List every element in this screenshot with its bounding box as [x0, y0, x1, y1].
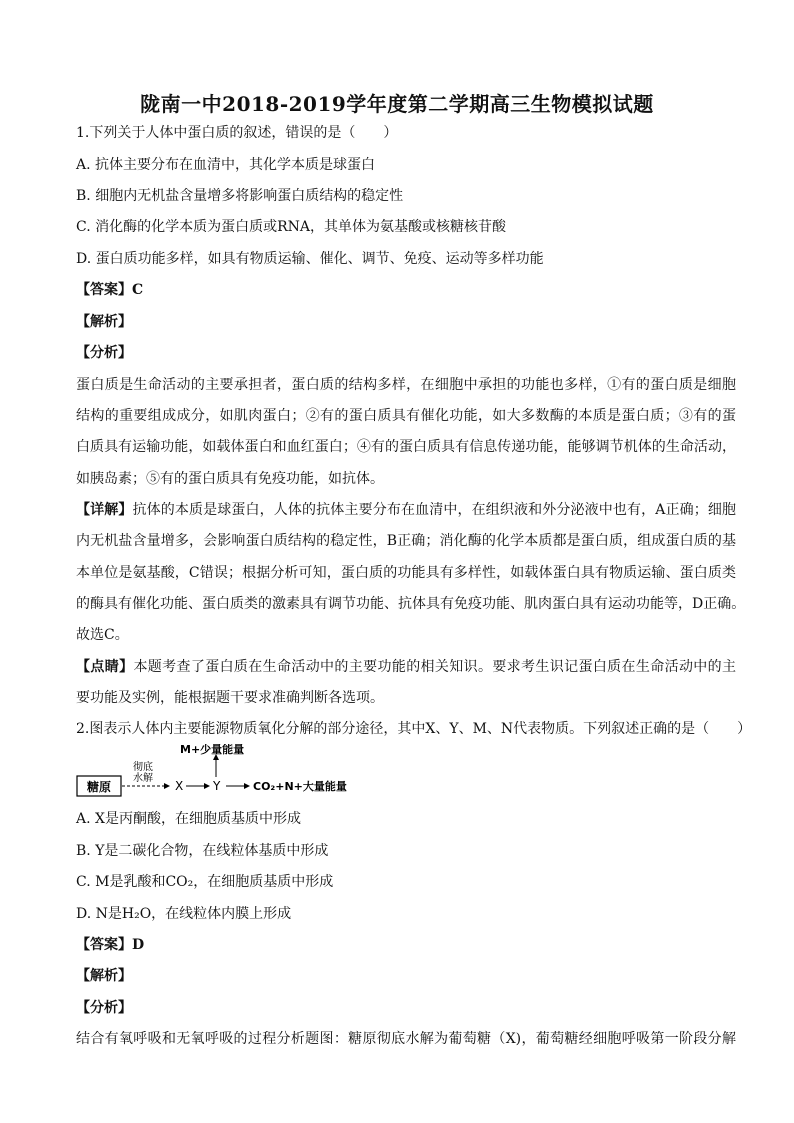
q1-detail-line: [76, 501, 736, 519]
q1-answer: 【答案】C: [76, 282, 144, 298]
q2-jiexi-heading: 【解析】: [76, 968, 132, 984]
q2-stem: 2.图表示人体内主要能源物质氧化分解的部分途径，其中X、Y、M、N代表物质。下列叙述正确的是（ ）: [76, 721, 752, 737]
q2-option-b: B. Y是二碳化合物，在线粒体基质中形成: [76, 843, 329, 859]
q2-fenxi-heading: 【分析】: [76, 1000, 132, 1016]
q2-analysis-line: 结合有氧呼吸和无氧呼吸的过程分析题图：糖原彻底水解为葡萄糖（X)，葡萄糖经细胞呼吸第一阶段分解: [76, 1031, 736, 1047]
q1-analysis-line: 结构的重要组成成分，如肌肉蛋白；②有的蛋白质具有催化功能，如大多数酶的本质是蛋白质；③有的蛋: [76, 408, 736, 424]
q2-pathway-diagram: [76, 744, 376, 800]
q1-option-c: C. 消化酶的化学本质为蛋白质或RNA，其单体为氨基酸或核糖核苷酸: [76, 219, 507, 235]
hydrolysis-arrowhead: [164, 783, 170, 789]
y-to-products-arrowhead: [244, 783, 250, 789]
q1-comment-tag: 【点睛】: [76, 659, 134, 675]
arrow-label-top: 彻底: [133, 762, 153, 773]
q1-comment-line: [76, 658, 736, 676]
q1-detail-line: 故选C。: [76, 627, 129, 643]
q1-option-d: D. 蛋白质功能多样，如具有物质运输、催化、调节、免疫、运动等多样功能: [76, 251, 544, 267]
q1-comment-text: 本题考查了蛋白质在生命活动中的主要功能的相关知识。要求考生识记蛋白质在生命活动中的主: [133, 659, 737, 675]
q2-option-c: C. M是乳酸和CO₂，在细胞质基质中形成: [76, 874, 334, 890]
q2-option-a: A. X是丙酮酸，在细胞质基质中形成: [76, 811, 301, 827]
x-to-y-arrowhead: [204, 783, 210, 789]
q1-stem: 1.下列关于人体中蛋白质的叙述，错误的是（ ）: [76, 125, 398, 141]
products-label: CO₂+N+大量能量: [253, 780, 347, 793]
q1-comment-line: 要功能及实例，能根据题干要求准确判断各选项。: [76, 690, 384, 706]
q1-analysis-line: 蛋白质是生命活动的主要承担者，蛋白质的结构多样，在细胞中承担的功能也多样，①有的蛋白质是细胞: [76, 377, 736, 393]
arrow-label-bottom: 水解: [133, 773, 153, 784]
q2-option-d: D. N是H₂O，在线粒体内膜上形成: [76, 906, 292, 922]
page-title: 陇南一中2018-2019学年度第二学期高三生物模拟试题: [140, 92, 654, 116]
m-label: M+少量能量: [180, 744, 245, 756]
q1-detail-line: 本单位是氨基酸，C错误；根据分析可知，蛋白质的功能具有多样性，如载体蛋白具有物质运输、蛋白质类: [76, 565, 736, 581]
q1-detail-tag: 【详解】: [76, 502, 133, 518]
q1-jiexi-heading: 【解析】: [76, 314, 132, 330]
q1-analysis-line: 如胰岛素；⑤有的蛋白质具有免疫功能，如抗体。: [76, 471, 384, 487]
q1-detail-text: 抗体的本质是球蛋白，人体的抗体主要分布在血清中，在组织液和外分泌液中也有，A正确；细胞: [132, 502, 737, 518]
q1-option-a: A. 抗体主要分布在血清中，其化学本质是球蛋白: [76, 157, 376, 173]
q1-detail-line: 的酶具有催化功能、蛋白质类的激素具有调节功能、抗体具有免疫功能、肌肉蛋白具有运动功能等，D正确。: [76, 596, 746, 612]
y-label: Y: [213, 779, 221, 793]
q1-detail-line: 内无机盐含量增多，会影响蛋白质结构的稳定性，B正确；消化酶的化学本质都是蛋白质，组成蛋白质的基: [76, 533, 736, 549]
glycogen-label: 糖原: [86, 780, 112, 794]
q2-answer: 【答案】D: [76, 937, 145, 953]
q1-fenxi-heading: 【分析】: [76, 345, 132, 361]
q1-analysis-line: 白质具有运输功能，如载体蛋白和血红蛋白；④有的蛋白质具有信息传递功能，能够调节机体的生命活动，: [76, 439, 736, 455]
q1-option-b: B. 细胞内无机盐含量增多将影响蛋白质结构的稳定性: [76, 188, 404, 204]
x-label: X: [175, 779, 184, 793]
